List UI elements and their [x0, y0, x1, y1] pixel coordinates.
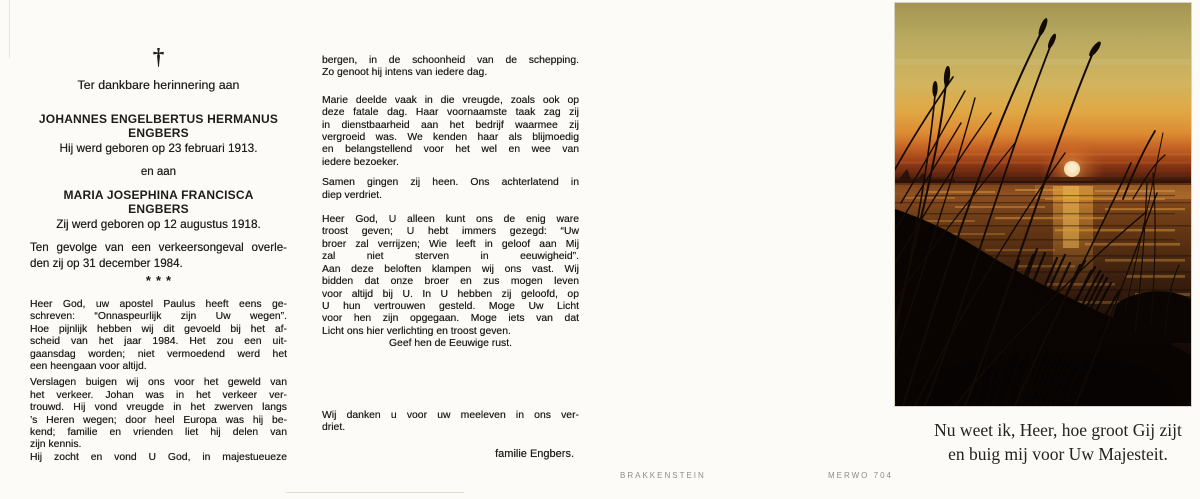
person2-name [30, 189, 287, 216]
asterisk-separator: *** [145, 273, 177, 288]
middle-paragraph-3: Samen gingen zij heen. Ons achterlatend in diep verdriet. [322, 177, 579, 201]
verse-line-2: en buig mij voor Uw Majesteit. [948, 444, 1168, 464]
person2-born-line: Zij werd geboren op 12 augustus 1918. [56, 217, 261, 231]
cross-symbol: † [152, 44, 165, 69]
scan-artifact-line [286, 492, 464, 493]
verse [900, 418, 1200, 466]
connector-line: en aan [140, 166, 177, 178]
imprint-merwo: MERWO 704 [828, 471, 893, 480]
middle-paragraph-1: bergen, in de schoonheid van de schepping. Zo genoot hij intens van iedere dag. [322, 55, 579, 79]
person1-name [30, 113, 287, 140]
death-note: Ten gevolge van een verkeersongeval overle- den zij op 31 december 1984. [30, 241, 287, 270]
person1-born-line: Hij werd geboren op 23 februari 1913. [59, 141, 258, 155]
eternal-rest-line: Geef hen de Eeuwige rust. [388, 338, 513, 350]
person2-name-line2: ENGBERS [128, 201, 189, 216]
middle-paragraph-2: Marie deelde vaak in die vreugde, zoals ook op deze fatale dag. Haar voornaamste taak zag zij in dienstbaarheid aan het bedrijf waarmee zij vergroeid was. We kenden haar als blijmoedig en belangstellend voor het wel en wee van iedere bezoeker. [322, 94, 579, 168]
left-paragraph-b: Verslagen buigen wij ons voor het geweld van het verkeer. Johan was in het verkeer ver- trouwd. Hij vond vreugde in het zwerven langs ’s Heren wegen; door heel Europa was hij be- kend; familie en vrienden liet hij delen van zijn kennis. [30, 377, 287, 451]
scan-artifact-edge [9, 0, 10, 58]
middle-paragraph-4: Heer God, U alleen kunt ons de enig ware troost geven; U hebt immers gezegd: “Uw broer zal verrijzen; Wie leeft in geloof aan Mij zal niet sterven in eeuwigheid”. Aan deze beloften klampen wij ons vast. Wij bidden dat onze broer en zus mogen leven voor altijd bij U. In U hebben zij geloofd, op U hun vertrouwen gesteld. Moge Uw Licht voor hen zijn opgegaan. Moge iets van dat Licht ons hier verlichting en troost geven. [322, 214, 579, 337]
left-column [30, 44, 287, 464]
imprint-brakkenstein: BRAKKENSTEIN [620, 471, 706, 480]
sunset-photo [895, 3, 1191, 406]
middle-paragraph-5: Wij danken u voor uw meeleven in ons ver- driet. [322, 409, 579, 433]
person1-name-line1: JOHANNES ENGELBERTUS HERMANUS [38, 112, 279, 126]
intro-line: Ter dankbare herinnering aan [77, 78, 240, 92]
person2-name-line1: MARIA JOSEPHINA FRANCISCA [63, 188, 254, 202]
left-paragraph-a: Heer God, uw apostel Paulus heeft eens ge- schreven: “Onnaspeurlijk zijn Uw wegen”. Hoe pijnlijk hebben wij dit gevoeld bij het af- scheid van het jaar 1984. Het zou een uit- gaansdag worden; niet vermoedend werd het een heengaan voor altijd. [30, 299, 287, 373]
family-signature: familie Engbers. [495, 448, 574, 461]
middle-column [322, 55, 579, 460]
left-paragraph-c: Hij zocht en vond U God, in majestueueze [30, 451, 287, 463]
verse-line-1: Nu weet ik, Heer, hoe groot Gij zijt [934, 420, 1182, 440]
sunset-photo-art [895, 3, 1191, 406]
person1-name-line2: ENGBERS [128, 125, 189, 140]
